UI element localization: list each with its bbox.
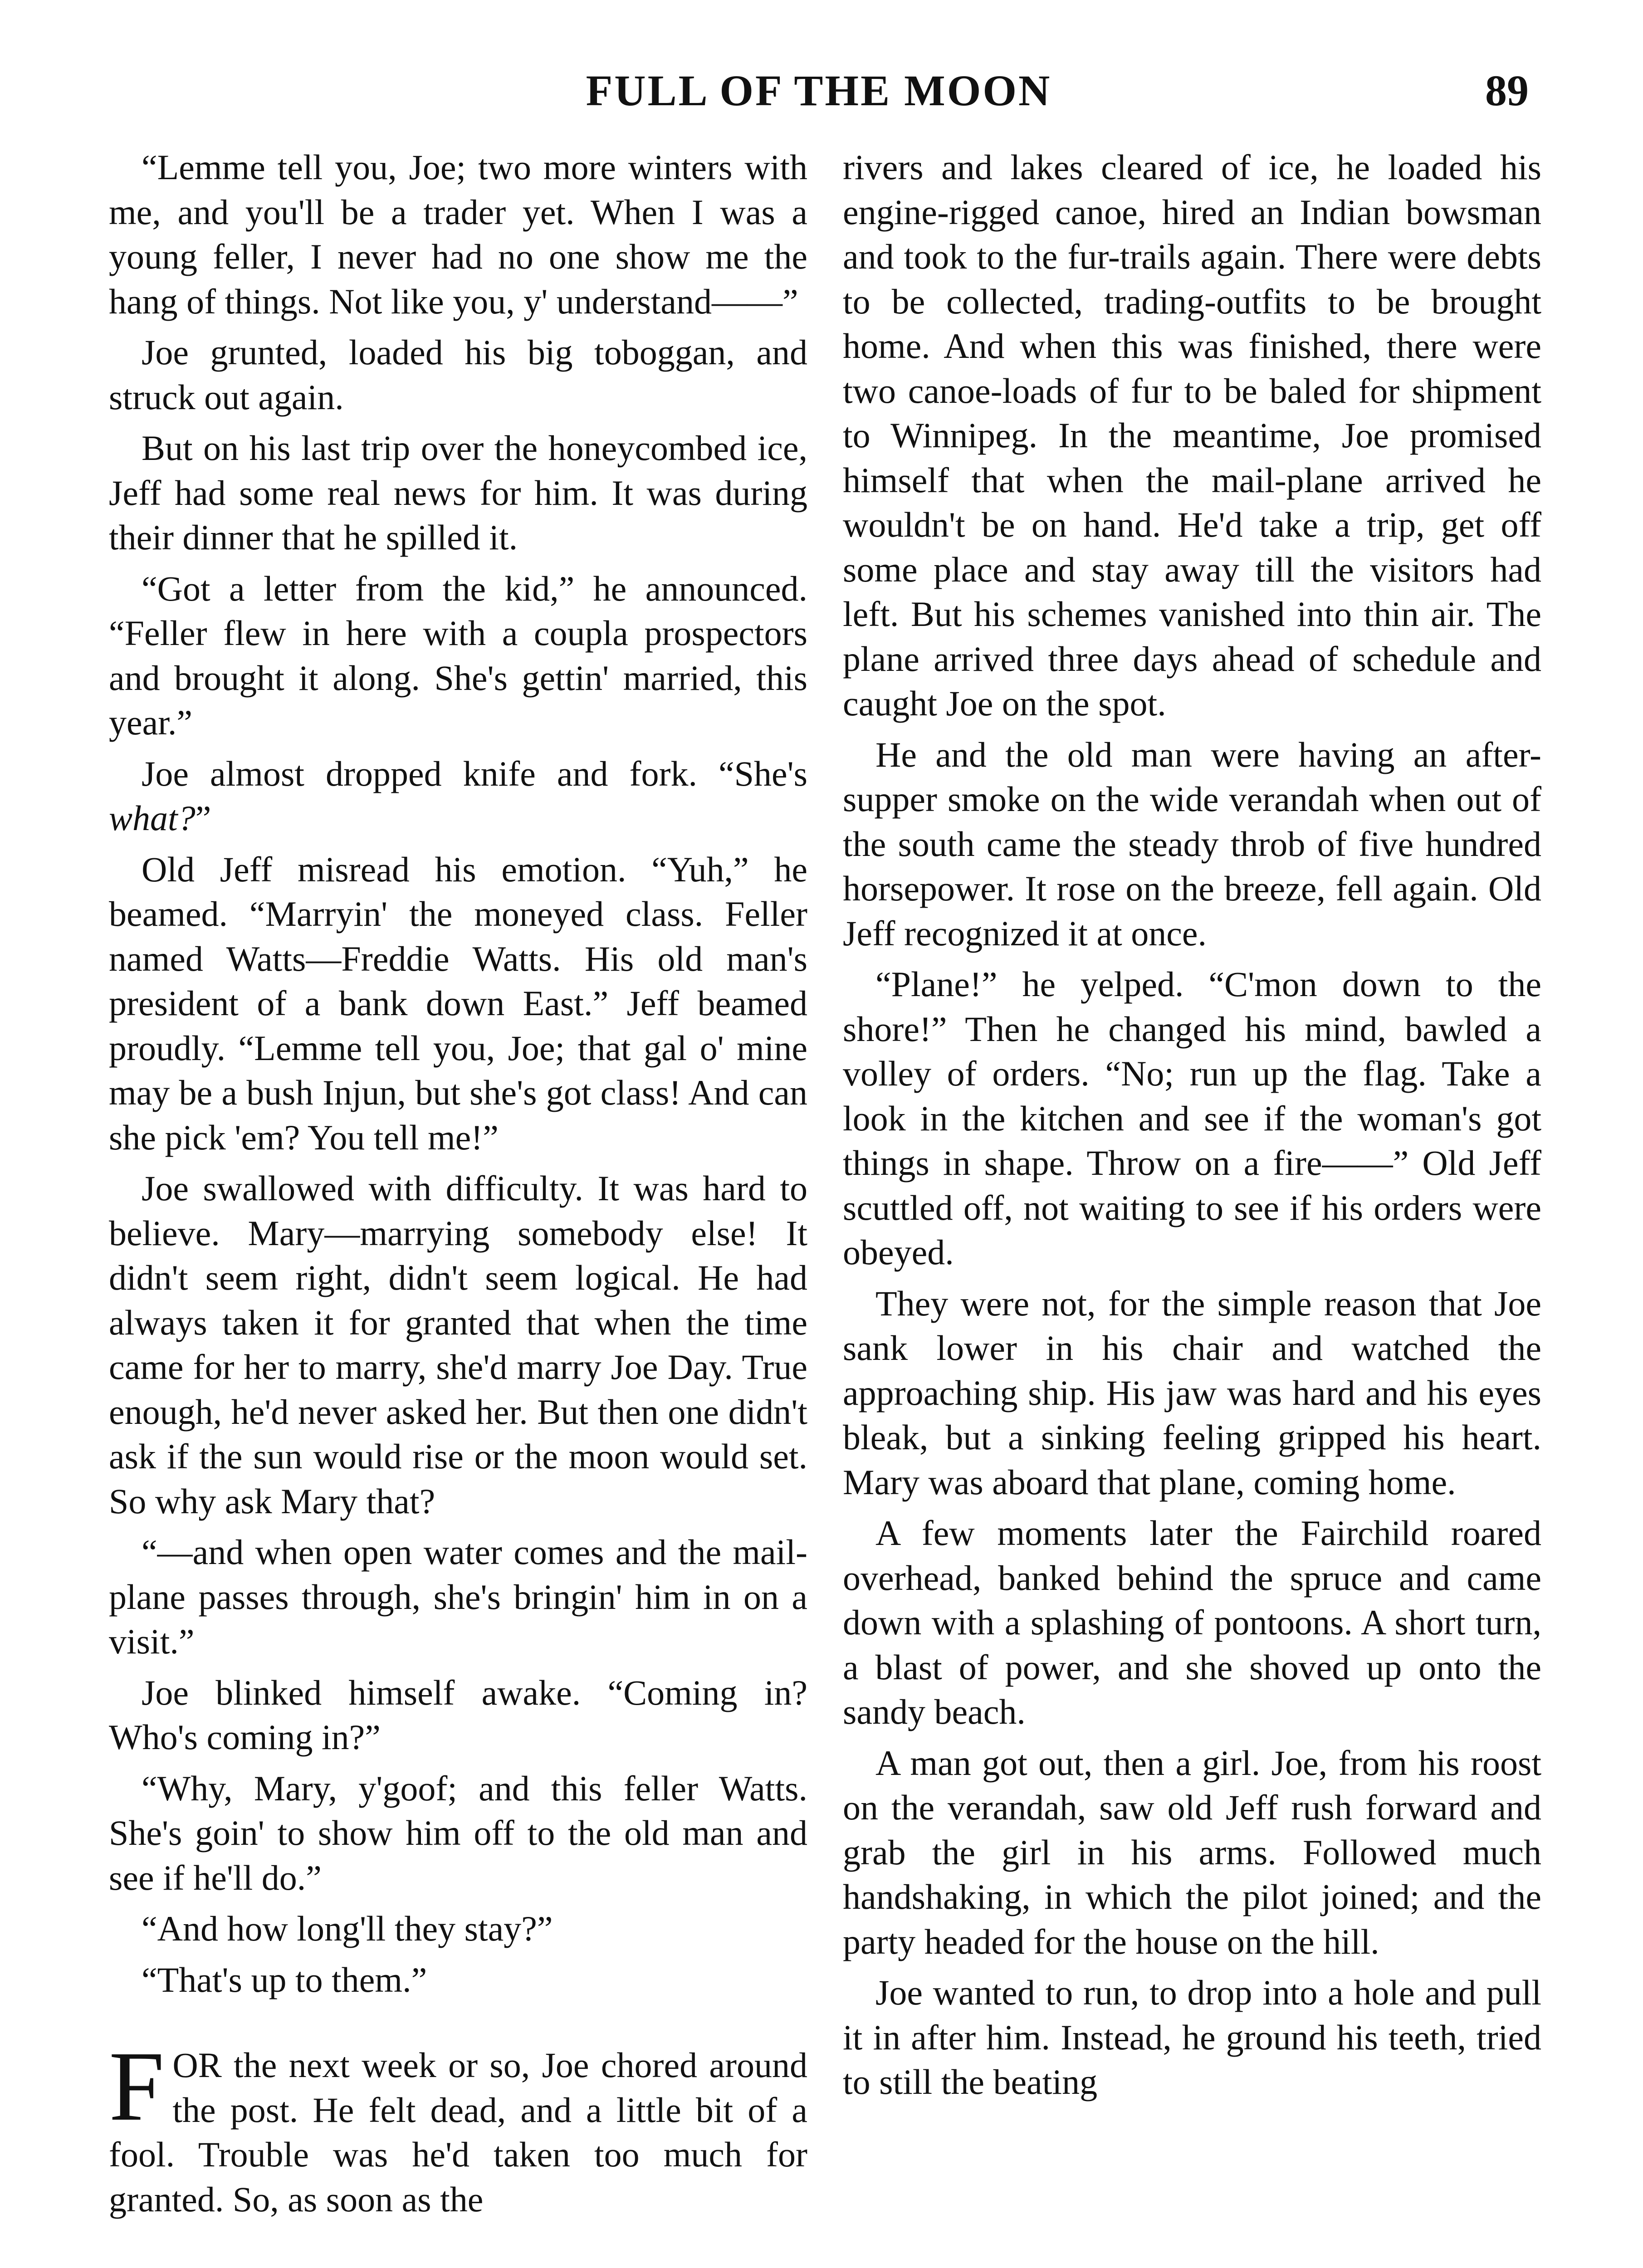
right-column — [843, 145, 1541, 2111]
paragraph: “That's up to them.” — [142, 1960, 427, 1999]
paragraph: A man got out, then a girl. Joe, from his roost on the verandah, saw old Jeff rush forward and grab the girl in his arms. Followed much handshaking, in which the pilot joined; and the party headed for the house on the hill. — [843, 1743, 1541, 1961]
section-start-paragraph — [109, 2031, 807, 2222]
drop-cap: F — [109, 2031, 165, 2141]
paragraph-text: ” — [195, 798, 211, 838]
paragraph: “And how long'll they stay?” — [142, 1909, 553, 1948]
paragraph: “Got a letter from the kid,” he announced. “Feller flew in here with a coupla prospectors and brought it along. She's gettin' married, this year.” — [109, 568, 807, 742]
paragraph: Joe blinked himself awake. “Coming in? Who's coming in?” — [109, 1672, 807, 1757]
paragraph: Joe wanted to run, to drop into a hole and pull it in after him. Instead, he ground his teeth, tried to still the beating — [843, 1973, 1541, 2102]
running-head: FULL OF THE MOON — [586, 66, 1052, 115]
paragraph: Old Jeff misread his emotion. “Yuh,” he beamed. “Marryin' the moneyed class. Feller named Watts—Freddie Watts. His old man's president of a bank down East.” Jeff beamed proudly. “Lemme tell you, Joe; that gal o' mine may be a bush Injun, but she's got class! And can she pick 'em? You tell me!” — [109, 849, 807, 1157]
paragraph: But on his last trip over the honeycombed ice, Jeff had some real news for him. It was during their dinner that he spilled it. — [109, 428, 807, 557]
paragraph: “Why, Mary, y'goof; and this feller Watts. She's goin' to show him off to the old man and see if he'll do.” — [109, 1768, 807, 1897]
paragraph-text: OR the next week or so, Joe chored around the post. He felt dead, and a little bit of a fool. Trouble was he'd taken too much for granted. So, as soon as the — [109, 2045, 807, 2219]
paragraph: “Plane!” he yelped. “C'mon down to the shore!” Then he changed his mind, bawled a volley of orders. “No; run up the flag. Take a look in the kitchen and see if the woman's got things in shape. Throw on a fire——” Old Jeff scuttled off, not waiting to see if his orders were obeyed. — [843, 964, 1541, 1272]
paragraph: They were not, for the simple reason that Joe sank lower in his chair and watched the approaching ship. His jaw was hard and his eyes bleak, but a sinking feeling gripped his heart. Mary was aboard that plane, coming home. — [843, 1283, 1541, 1502]
paragraph: A few moments later the Fairchild roared overhead, banked behind the spruce and came down with a splashing of pontoons. A short turn, a blast of power, and she shoved up onto the sandy beach. — [843, 1513, 1541, 1731]
page-number: 89 — [1485, 66, 1529, 115]
paragraph — [109, 752, 807, 841]
paragraph: rivers and lakes cleared of ice, he loaded his engine-rigged canoe, hired an Indian bowsman and took to the fur-trails again. There were debts to be collected, trading-outfits to be brought home. And when this was finished, there were two canoe-loads of fur to be baled for shipment to Winnipeg. In the meantime, Joe promised himself that when the mail-plane arrived he wouldn't be on hand. He'd take a trip, get off some place and stay away till the visitors had left. But his schemes vanished into thin air. The plane arrived three days ahead of schedule and caught Joe on the spot. — [843, 147, 1541, 723]
paragraph: Joe swallowed with difficulty. It was hard to believe. Mary—marrying somebody else! It didn't seem right, didn't seem logical. He had always taken it for granted that when the time came for her to marry, she'd marry Joe Day. True enough, he'd never asked her. But then one didn't ask if the sun would rise or the moon would set. So why ask Mary that? — [109, 1168, 807, 1521]
left-column — [109, 145, 807, 2228]
italic-emphasis: what? — [109, 798, 196, 838]
paragraph-text: Joe almost dropped knife and fork. “She's — [142, 753, 807, 793]
paragraph: “Lemme tell you, Joe; two more winters with me, and you'll be a trader yet. When I was a young feller, I never had no one show me the hang of things. Not like you, y' understand——” — [109, 147, 807, 321]
paragraph: Joe grunted, loaded his big toboggan, and struck out again. — [109, 332, 807, 417]
paragraph: “—and when open water comes and the mail-plane passes through, she's bringin' him in on a visit.” — [109, 1532, 807, 1661]
page-header — [109, 64, 1529, 118]
paragraph: He and the old man were having an after-supper smoke on the wide verandah when out of the south came the steady throb of five hundred horsepower. It rose on the breeze, fell again. Old Jeff recognized it at once. — [843, 734, 1541, 953]
